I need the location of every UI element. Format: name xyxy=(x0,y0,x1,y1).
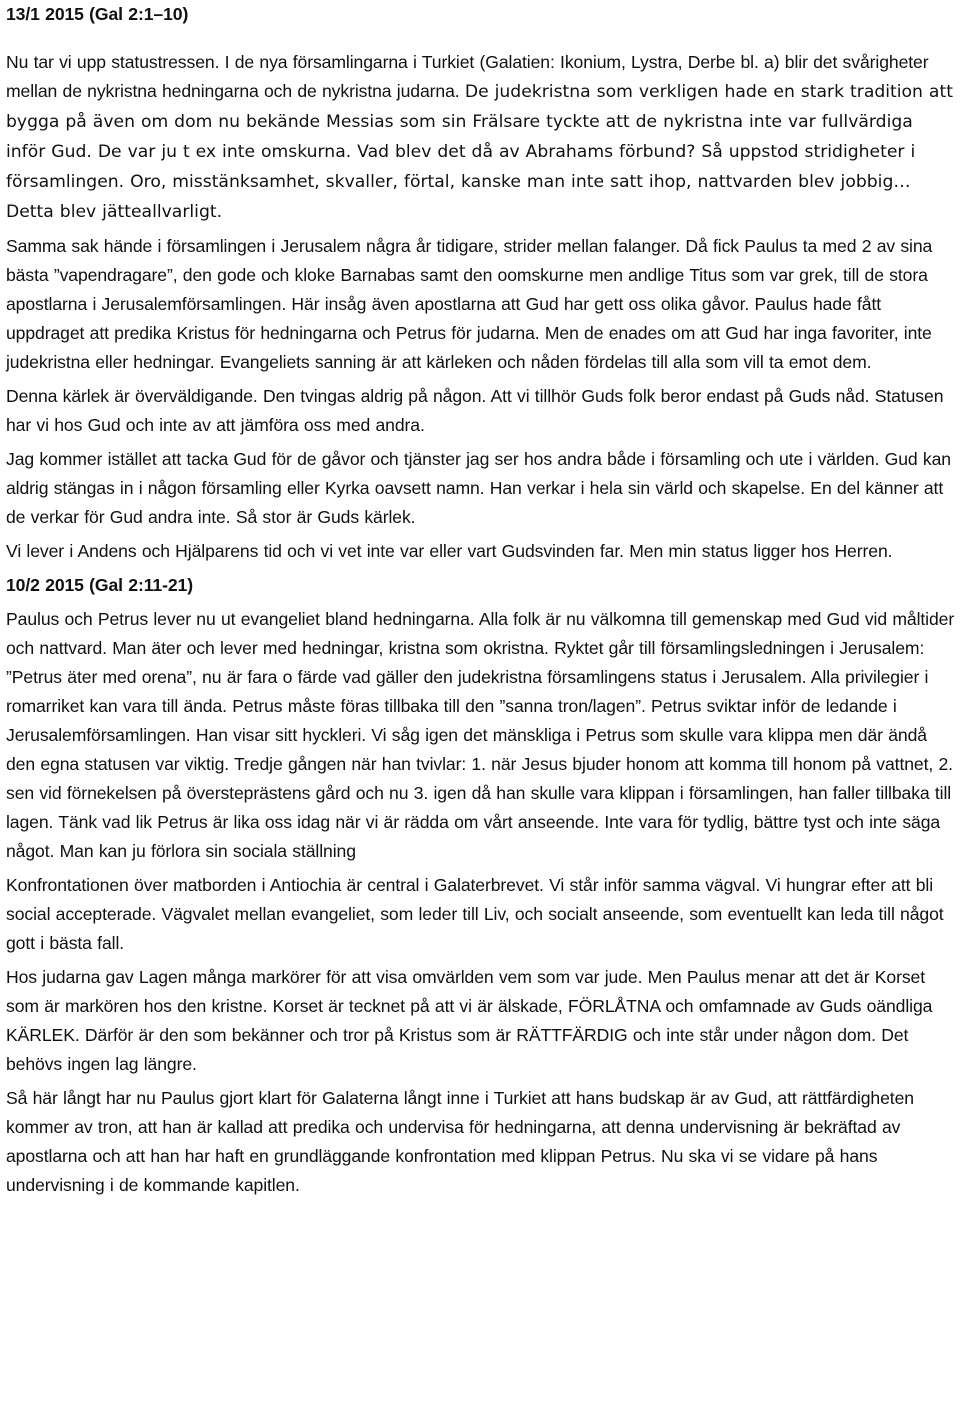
paragraph-9: Så här långt har nu Paulus gjort klart för Galaterna långt inne i Turkiet att hans budskap är av Gud, att rättfärdigheten kommer av tron, att han är kallad att predika och undervisa för hedningarna, att denna undervisning är bekräftad av apostlarna och att han har haft en grundläggande konfrontation med klippan Petrus. Nu ska vi se vidare på hans undervisning i de kommande kapitlen. xyxy=(6,1088,914,1195)
paragraph-1-part-1: Nu tar vi upp statustressen. I de nya församlingarna i Turkiet (Galatien: Ikonium, Lystra, Derbe bl. a) blir det svårigheter mellan de nykristna hedningarna och de nykristna judarna. xyxy=(6,52,929,101)
section-heading-1: 13/1 2015 (Gal 2:1–10) xyxy=(6,4,189,24)
section-heading-2: 10/2 2015 (Gal 2:11-21) xyxy=(6,575,193,595)
paragraph-8: Hos judarna gav Lagen många markörer för att visa omvärlden vem som var jude. Men Paulus menar att det är Korset som är markören hos den kristne. Korset är tecknet på att vi är älskade, FÖRLÅTNA och omfamnade av Guds oändliga KÄRLEK. Därför är den som bekänner och tror på Kristus som är RÄTTFÄRDIG och inte står under någon dom. Det behövs ingen lag längre. xyxy=(6,967,933,1074)
paragraph-1-part-2: De judekristna som verkligen hade en stark tradition att bygga på även om dom nu bekände Messias som sin Frälsare tyckte att de nykristna inte var fullvärdiga inför Gud. De var ju t ex inte omskurna. Vad blev det då av Abrahams förbund? Så uppstod stridigheter i församlingen. Oro, misstänksamhet, skvaller, förtal, kanske man inte satt ihop, nattvarden blev jobbig… Detta blev jätteallvarligt. xyxy=(6,82,953,222)
paragraph-2: Samma sak hände i församlingen i Jerusalem några år tidigare, strider mellan falanger. Då fick Paulus ta med 2 av sina bästa ”vapendragare”, den gode och kloke Barnabas samt den oomskurne men andlige Titus som var grek, till de stora apostlarna i Jerusalemförsamlingen. Här insåg även apostlarna att Gud har gett oss olika gåvor. Paulus hade fått uppdraget att predika Kristus för hedningarna och Petrus för judarna. Men de enades om att Gud har inga favoriter, inte judekristna eller hedningar. Evangeliets sanning är att kärleken och nåden fördelas till alla som vill ta emot dem. xyxy=(6,236,933,372)
document-page xyxy=(6,0,956,1200)
paragraph-5: Vi lever i Andens och Hjälparens tid och vi vet inte var eller vart Gudsvinden far. Men min status ligger hos Herren. xyxy=(6,541,893,561)
paragraph-6: Paulus och Petrus lever nu ut evangeliet bland hedningarna. Alla folk är nu välkomna till gemenskap med Gud vid måltider och nattvard. Man äter och lever med hedningar, kristna som okristna. Ryktet går till församlingsledningen i Jerusalem: ”Petrus äter med orena”, nu är fara o färde vad gäller den judekristna församlingens status i Jerusalem. Alla privilegier i romarriket kan vara till ända. Petrus måste föras tillbaka till den ”sanna tron/lagen”. Petrus sviktar inför de ledande i Jerusalemförsamlingen. Han visar sitt hyckleri. Vi såg igen det mänskliga i Petrus som skulle vara klippa men där ändå den egna statusen var viktig. Tredje gången när han tvivlar: 1. när Jesus bjuder honom att komma till honom på vattnet, 2. sen vid förnekelsen på översteprästens gård och nu 3. igen då han skulle vara klippan i församlingen, han faller tillbaka till lagen. Tänk vad lik Petrus är lika oss idag när vi är rädda om vårt anseende. Inte vara för tydlig, bättre tyst och inte säga något. Man kan ju förlora sin sociala ställning xyxy=(6,609,955,861)
paragraph-1 xyxy=(6,48,956,227)
paragraph-3: Denna kärlek är överväldigande. Den tvingas aldrig på någon. Att vi tillhör Guds folk beror endast på Guds nåd. Statusen har vi hos Gud och inte av att jämföra oss med andra. xyxy=(6,386,944,435)
paragraph-4: Jag kommer istället att tacka Gud för de gåvor och tjänster jag ser hos andra både i församling och ute i världen. Gud kan aldrig stängas in i någon församling eller Kyrka oavsett namn. Han verkar i hela sin värld och skapelse. En del känner att de verkar för Gud andra inte. Så stor är Guds kärlek. xyxy=(6,449,951,527)
paragraph-7: Konfrontationen över matborden i Antiochia är central i Galaterbrevet. Vi står inför samma vägval. Vi hungrar efter att bli social accepterade. Vägvalet mellan evangeliet, som leder till Liv, och socialt anseende, som eventuellt kan leda till något gott i bästa fall. xyxy=(6,875,944,953)
